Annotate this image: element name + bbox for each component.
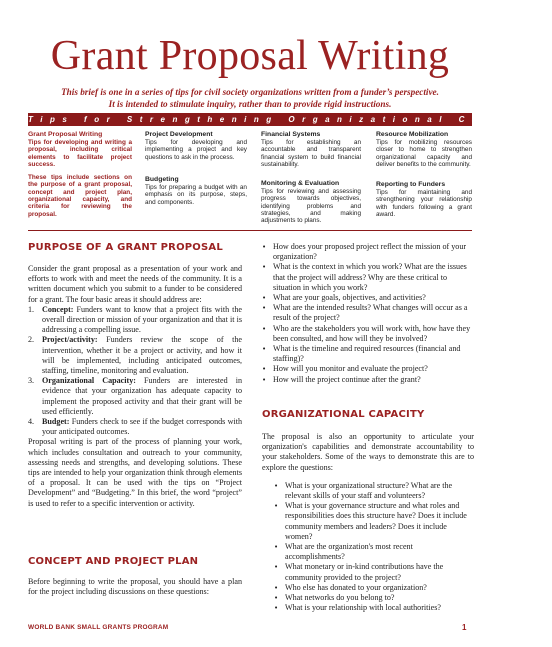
tip-heading: Grant Proposal Writing xyxy=(28,131,103,138)
document-title: Grant Proposal Writing xyxy=(50,33,450,79)
question-text: How does your proposed project reflect the mission of your organization? xyxy=(273,242,467,262)
plan-questions xyxy=(262,242,474,385)
question-text: What are the organization's most recent accomplishments? xyxy=(285,542,413,562)
tip-body: Tips for establishing an accountable and transparent financial system to build financial sustainability. xyxy=(261,139,361,168)
item-text: Funders review the scope of the intervention, whether it be a project or activity, and how it will be implemented, including anticipated outcomes, staffing, timeline, monitoring and evaluation. xyxy=(42,335,242,376)
tip-body-extra: These tips include sections on the purpose of a grant proposal, concept and project plan, organizational capacity, and criteria for reviewing the proposal. xyxy=(28,174,132,218)
intro-line-1: This brief is one in a series of tips for civil society organizations written from a funder’s perspective. xyxy=(61,87,439,97)
list-item xyxy=(28,335,242,376)
org-capacity-text: The proposal is also an opportunity to articulate your organization's capabilities and demonstrate accountability to your stakeholders. Some of the ways to demonstrate this are to explore the questions: xyxy=(262,432,474,472)
tip-body: Tips for developing and implementing a project and key questions to ask in the process. xyxy=(145,139,247,161)
tip-heading: Budgeting xyxy=(145,176,179,183)
tip-heading: Reporting to Funders xyxy=(376,181,446,188)
tip-budgeting xyxy=(145,176,247,206)
item-term: Concept: xyxy=(42,304,74,314)
item-term: Project/activity: xyxy=(42,335,98,345)
item-text: Funders want to know that a project fits with the overall direction or mission of your organization and that it is addressing a compelling issue. xyxy=(42,304,242,335)
list-item: • How will you monitor and evaluate the project? xyxy=(262,364,428,374)
question-text: What is the timeline and required resources (financial and staffing)? xyxy=(273,344,461,364)
list-item: • What are your goals, objectives, and activities? xyxy=(262,293,426,303)
org-capacity-heading: ORGANIZATIONAL CAPACITY xyxy=(262,409,425,420)
item-number: 1. xyxy=(28,304,35,314)
question-text: Who are the stakeholders you will work with, how have they been consulted, and how will they be involved? xyxy=(273,323,471,343)
purpose-closing: Proposal writing is part of the process of planning your work, which includes consultation and outreach to your community, assessing needs and strengths, and developing solutions. These tips are intended to help your organization think through elements of a proposal. It can be used with the tips on “Project Development” and “Budgeting.” In this brief, the word “project” is used to refer to a specific intervention or activity. xyxy=(28,437,242,508)
concept-heading: CONCEPT AND PROJECT PLAN xyxy=(28,556,199,567)
item-number: 4. xyxy=(28,417,35,427)
tip-reporting-to-funders xyxy=(376,181,472,218)
tip-heading: Project Development xyxy=(145,131,213,138)
question-text: What is your governance structure and what roles and responsibilities does this structure have? Does it include community members and leaders? Does it include women? xyxy=(285,501,467,541)
concept-text: Before beginning to write the proposal, you should have a plan for the project including discussions on these questions: xyxy=(28,577,242,597)
tip-body: Tips for reviewing and assessing progress towards objectives, identifying problems and strategies, and making adjustments to plans. xyxy=(261,188,361,225)
tip-body: Tips for preparing a budget with an emphasis on its purpose, steps, and components. xyxy=(145,184,247,206)
question-text: What are the intended results? What changes will occur as a result of the project? xyxy=(273,303,468,323)
intro-text xyxy=(30,86,470,110)
item-number: 2. xyxy=(28,335,35,345)
item-text: Funders are interested in evidence that your organization has adequate capacity to implement the proposed activity and that their grant will be used efficiently. xyxy=(42,376,243,416)
item-term: Organizational Capacity: xyxy=(42,376,136,386)
series-banner: Tips for Strengthening Organizational Capacity xyxy=(28,115,552,124)
question-text: What is your organizational structure? What are the relevant skills of your staff and volunteers? xyxy=(285,480,453,501)
tip-project-development xyxy=(145,131,247,161)
section-divider xyxy=(28,230,472,231)
intro-line-2: It is intended to stimulate inquiry, rather than to provide rigid instructions. xyxy=(108,99,392,109)
list-item: • What is the timeline and required resources (financial and staffing)? xyxy=(262,344,461,364)
list-item xyxy=(28,376,242,417)
list-item: • What is the context in which you work? What are the issues that the project will address? Why are these critical to situation in which you work? xyxy=(262,262,467,292)
tip-body: Tips for developing and writing a proposal, including critical elements to facilitate project success. xyxy=(28,139,132,168)
purpose-list xyxy=(28,305,242,438)
item-number: 3. xyxy=(28,376,35,386)
tip-resource-mobilization xyxy=(376,131,472,168)
list-item: • How does your proposed project reflect the mission of your organization? xyxy=(262,242,467,262)
question-text: How will the project continue after the grant? xyxy=(273,374,421,384)
footer-program-name: WORLD BANK SMALL GRANTS PROGRAM xyxy=(28,624,169,631)
question-text: What networks do you belong to? xyxy=(285,593,395,603)
question-text: What is your relationship with local authorities? xyxy=(285,603,441,613)
list-item xyxy=(28,305,242,336)
purpose-section xyxy=(28,264,242,509)
tip-heading: Monitoring & Evaluation xyxy=(261,180,340,187)
purpose-intro: Consider the grant proposal as a presentation of your work and efforts to work with and meet the needs of the community. It is a written document which you submit to a funder to be considered for a grant. The four basic areas it should address are: xyxy=(28,264,242,304)
question-text: Who else has donated to your organization? xyxy=(285,582,427,592)
item-text: Funders check to see if the budget corresponds with your anticipated outcomes. xyxy=(42,417,242,437)
list-item: • What are the intended results? What changes will occur as a result of the project? xyxy=(262,303,468,323)
question-text: What monetary or in-kind contributions have the community provided to the project? xyxy=(285,562,444,582)
tip-monitoring-evaluation xyxy=(261,180,361,224)
tip-heading: Financial Systems xyxy=(261,131,321,138)
tip-body: Tips for maintaining and strengthening your relationship with funders following a grant award. xyxy=(376,189,472,218)
list-item xyxy=(28,417,242,437)
list-item: • How will the project continue after the grant? xyxy=(262,374,421,384)
question-text: What are your goals, objectives, and activities? xyxy=(273,293,426,303)
tip-heading: Resource Mobilization xyxy=(376,131,449,138)
list-item: • What is your organizational structure? What are the relevant skills of your staff and volunteers? xyxy=(274,480,453,501)
list-item: • Who are the stakeholders you will work with, how have they been consulted, and how will they be involved? xyxy=(262,323,471,343)
list-item: • What is your governance structure and what roles and responsibilities does this structure have? Does it include community members and leaders? Does it include women? xyxy=(274,501,467,541)
list-item: • What are the organization's most recent accomplishments? xyxy=(274,542,413,562)
list-item: • What is your relationship with local authorities? xyxy=(274,603,441,613)
question-text: How will you monitor and evaluate the project? xyxy=(273,364,428,374)
org-capacity-section xyxy=(262,432,474,613)
tip-financial-systems xyxy=(261,131,361,168)
plan-question-list xyxy=(262,242,474,385)
item-term: Budget: xyxy=(42,417,70,427)
question-text: What is the context in which you work? What are the issues that the project will address? Why are these critical to situation in which you work? xyxy=(273,262,467,292)
tip-body: Tips for mobilizing resources closer to home to strengthen organizational capacity and deliver benefits to the community. xyxy=(376,139,472,168)
purpose-heading: PURPOSE OF A GRANT PROPOSAL xyxy=(28,242,223,253)
list-item: • Who else has donated to your organization? xyxy=(274,582,427,592)
page-number: 1 xyxy=(462,623,467,632)
list-item: • What monetary or in-kind contributions have the community provided to the project? xyxy=(274,562,444,582)
list-item: • What networks do you belong to? xyxy=(274,593,395,603)
org-capacity-question-list xyxy=(274,481,474,614)
tip-grant-proposal xyxy=(28,131,132,218)
